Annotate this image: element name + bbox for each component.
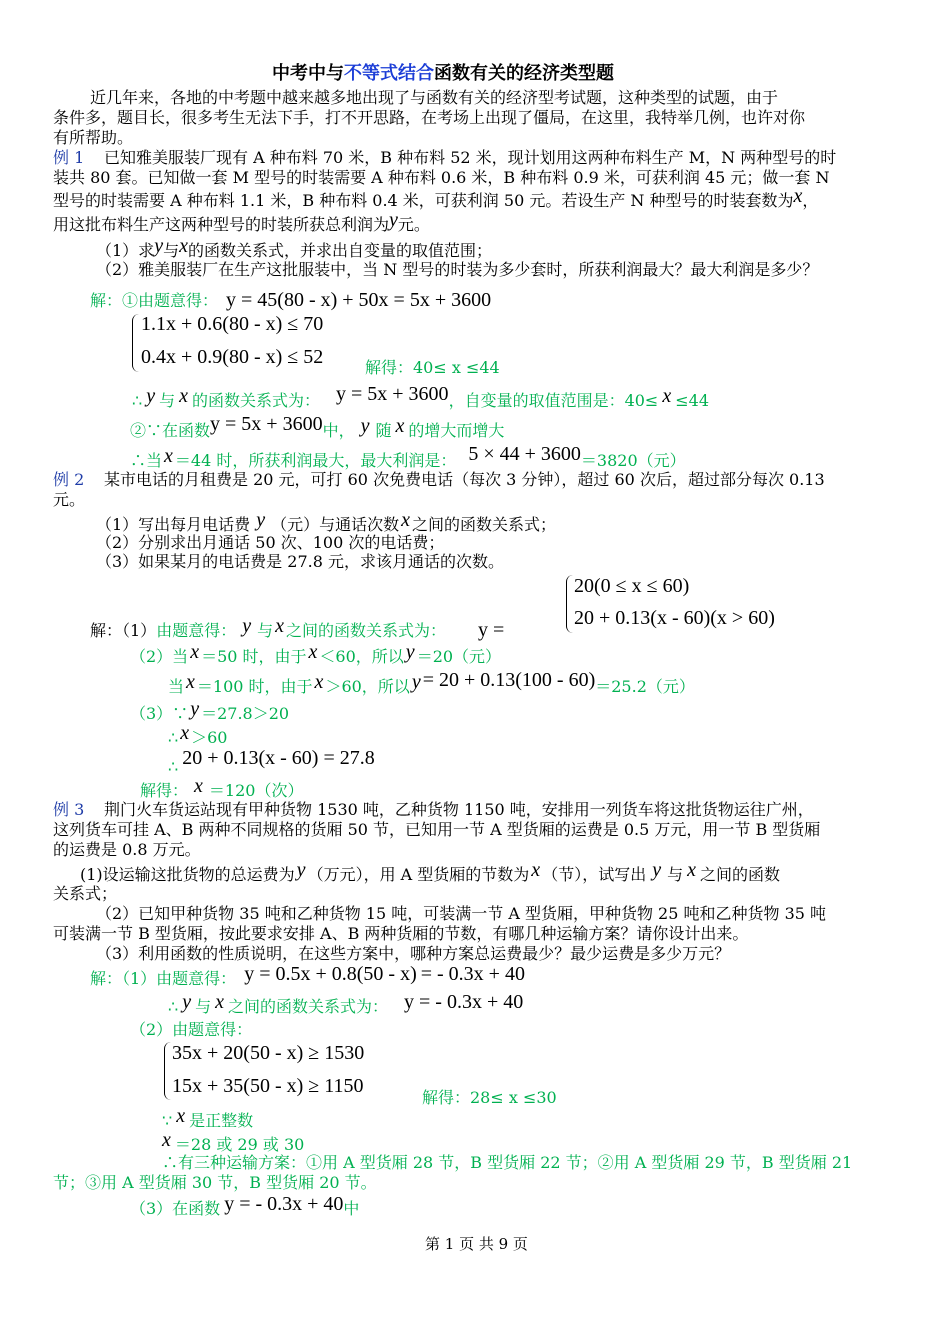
ex2-question-3: （3）如果某月的电话费是 27.8 元，求该月通话的次数。 xyxy=(96,552,504,571)
ex2-piece-1: 20(0 ≤ x ≤ 60) xyxy=(574,575,690,597)
ex2-piecewise-brace xyxy=(566,575,573,633)
ex1-solution-5: ∴当 x ＝44 时，所获利润最大，最大利润是： 5 × 44 + 3600＝3820（元） xyxy=(130,443,686,470)
ex2-solution-4: （3）∵ y ＝27.8＞20 xyxy=(130,698,290,723)
ex1-question-2: （2）雅美服装厂在生产这批服装中，当 N 型号的时装为多少套时，所获利润最大？最大利润是多少？ xyxy=(96,260,819,279)
example-1-tag: 例 1 xyxy=(53,148,85,167)
ex2-solution-6: ∴ 20 + 0.13(x - 60) = 27.8 xyxy=(168,747,375,776)
ex1-solve-range: 解得：40≤ x ≤44 xyxy=(365,358,500,377)
ex2-solution-3: 当 x ＝100 时，由于 x ＞60，所以 y = 20 + 0.13(100 - 60)＝25.2（元） xyxy=(168,669,695,696)
ex1-solution-3: ∴ y 与 x 的函数关系式为： y = 5x + 3600，自变量的取值范围是：40≤ x ≤44 xyxy=(132,383,709,410)
ex3-solution-7: （3）在函数 y = - 0.3x + 40中 xyxy=(130,1193,360,1218)
ex3-system-brace xyxy=(164,1042,171,1100)
ex1-solution-4: ②∵在函数y = 5x + 3600中， y 随 x 的增大而增大 xyxy=(130,413,505,440)
ex1-question-1: （1）求y与x的函数关系式，并求出自变量的取值范围； xyxy=(96,235,492,260)
ex3-solution-4: ∵ x 是正整数 xyxy=(162,1105,254,1130)
ex3-problem-line-2: 这列货车可挂 A、B 两种不同规格的货厢 50 节，已知用一节 A 型货厢的运费是 0.5 万元，用一节 B 型货厢 xyxy=(53,820,821,839)
example-3-tag: 例 3 xyxy=(53,800,85,819)
ex3-question-3: （3）利用函数的性质说明，在这些方案中，哪种方案总运费最少？最少运费是多少万元？ xyxy=(96,944,731,963)
ex3-inequality-2: 15x + 35(50 - x) ≥ 1150 xyxy=(172,1075,364,1097)
ex2-solution-5: ∴ x ＞60 xyxy=(168,722,228,747)
title-highlight: 不等式结合 xyxy=(344,63,434,84)
ex1-problem-line-3: 型号的时装需要 A 种布料 1.1 米，B 种布料 0.4 米，可获利润 50 元。若设生产 N 种型号的时装套数为x， xyxy=(53,185,819,210)
ex3-solution-1: 解：（1）由题意得： y = 0.5x + 0.8(50 - x) = - 0.3x + 40 xyxy=(90,963,525,988)
ex3-problem-line-3: 的运费是 0.8 万元。 xyxy=(53,840,201,859)
ex2-solution-2: （2）当 x ＝50 时，由于 x ＜60，所以 y ＝20（元） xyxy=(130,641,502,666)
ex3-question-1: (1)设运输这批货物的总运费为 y （万元），用 A 型货厢的节数为 x （节），试写出 y 与 x 之间的函数 xyxy=(80,859,781,884)
ex2-question-2: （2）分别求出月通话 50 次、100 次的电话费； xyxy=(96,533,445,552)
ex2-problem-line-1: 某市电话的月租费是 20 元，可打 60 次免费电话（每次 3 分钟），超过 60 次后，超过部分每次 0.13 xyxy=(104,470,825,489)
ex3-solve-range: 解得：28≤ x ≤30 xyxy=(422,1088,557,1107)
ex1-problem-line-2: 装共 80 套。已知做一套 M 型号的时装需要 A 种布料 0.6 米，B 种布料 0.9 米，可获利润 45 元；做一套 N xyxy=(53,168,830,187)
intro-line-3: 有所帮助。 xyxy=(53,128,134,147)
ex2-question-1: （1）写出每月电话费 y （元）与通话次数 x 之间的函数关系式； xyxy=(96,509,556,534)
ex3-problem-line-1: 荆门火车货运站现有甲种货物 1530 吨，乙种货物 1150 吨，安排用一列货车将这批货物运往广州， xyxy=(104,800,814,819)
ex3-question-1-cont: 关系式； xyxy=(53,884,118,903)
ex1-inequality-1: 1.1x + 0.6(80 - x) ≤ 70 xyxy=(141,313,324,335)
ex2-solution-1: 解：（1）由题意得： y 与 x 之间的函数关系式为： y = xyxy=(90,615,505,641)
ex3-question-2b: 可装满一节 B 型货厢，按此要求安排 A、B 两种货厢的节数，有哪几种运输方案？请你设计出来。 xyxy=(53,924,749,943)
ex1-problem-line-1: 已知雅美服装厂现有 A 种布料 70 米，B 种布料 52 米，现计划用这两种布料生产 M，N 两种型号的时 xyxy=(104,148,837,167)
page-title: 中考中与不等式结合函数有关的经济类型题 xyxy=(272,63,614,84)
ex3-solution-6b: 节；③用 A 型货厢 30 节，B 型货厢 20 节。 xyxy=(53,1173,377,1192)
intro-line-1: 近几年来，各地的中考题中越来越多地出现了与函数有关的经济型考试题，这种类型的试题，由于 xyxy=(90,88,779,107)
ex2-solution-7: 解得： x ＝120（次） xyxy=(140,775,304,800)
example-2-tag: 例 2 xyxy=(53,470,85,489)
intro-line-2: 条件多，题目长，很多考生无法下手，打不开思路，在考场上出现了僵局，在这里，我特举几例，也许对你 xyxy=(53,108,806,127)
ex2-piece-2: 20 + 0.13(x - 60)(x > 60) xyxy=(574,607,775,629)
ex3-solution-5: x ＝28 或 29 或 30 xyxy=(162,1129,305,1154)
ex1-solution-1: 解：①由题意得： y = 45(80 - x) + 50x = 5x + 3600 xyxy=(90,289,492,311)
ex1-problem-line-4: 用这批布料生产这两种型号的时装所获总利润为y元。 xyxy=(53,209,430,234)
ex3-solution-2: ∴ y 与 x 之间的函数关系式为： y = - 0.3x + 40 xyxy=(168,991,524,1016)
ex3-question-2a: （2）已知甲种货物 35 吨和乙种货物 15 吨，可装满一节 A 型货厢，甲种货物 25 吨和乙种货物 35 吨 xyxy=(96,904,827,923)
ex3-solution-3: （2）由题意得： xyxy=(130,1020,253,1039)
ex1-system-brace xyxy=(132,314,139,372)
ex3-inequality-1: 35x + 20(50 - x) ≥ 1530 xyxy=(172,1042,365,1064)
page-footer: 第 1 页 共 9 页 xyxy=(425,1235,528,1253)
ex1-inequality-2: 0.4x + 0.9(80 - x) ≤ 52 xyxy=(141,346,324,368)
ex2-problem-line-2: 元。 xyxy=(53,490,86,509)
ex3-solution-6a: ∴有三种运输方案：①用 A 型货厢 28 节，B 型货厢 22 节；②用 A 型货厢 29 节，B 型货厢 21 xyxy=(162,1153,853,1172)
